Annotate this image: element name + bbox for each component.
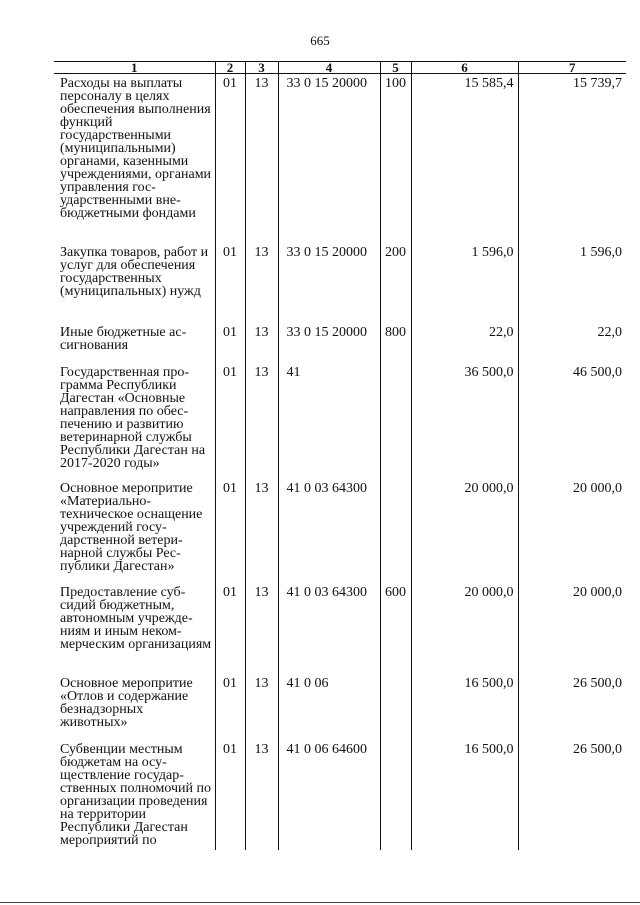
section-code: 01 [223, 741, 237, 757]
column-header: 4 [278, 62, 380, 74]
section-code: 01 [223, 76, 237, 91]
section-code: 01 [223, 675, 237, 691]
table-row [54, 74, 626, 243]
row-name: Основное меропритие «Материально-техническое оснащение учреждений государственной ветеринарной службы Республики Дагестан» [60, 480, 203, 574]
section-code: 01 [223, 584, 237, 600]
expense-type-code: 200 [385, 244, 406, 260]
header-row [54, 62, 626, 74]
subsection-code: 13 [254, 741, 269, 757]
amount-col7: 26 500,0 [573, 675, 622, 691]
section-code: 01 [223, 244, 237, 260]
column-header: 1 [54, 62, 215, 74]
amount-col7: 1 596,0 [580, 244, 622, 260]
row-name: Основное меропритие «Отлов и содержание безнадзорных животных» [60, 675, 193, 730]
target-article-code: 41 0 06 [286, 675, 329, 691]
row-name: Государственная программа Республики Дагестан «Основные направления по обеспечению и развитию ветеринарной службы Республики Дагестан на 2017-2020 годы» [60, 364, 206, 471]
row-name: Расходы на выплаты персоналу в целях обеспечения выполнения функций государственными (муниципальными) органами, казенными учреждениями, органами управления государственными внебюджетными фондами [60, 76, 212, 221]
subsection-code: 13 [254, 675, 269, 691]
budget-table [54, 61, 626, 850]
table-row [54, 674, 626, 740]
amount-col7: 22,0 [597, 324, 622, 340]
row-name: Закупка товаров, работ и услуг для обеспечения государственных (муниципальных) нужд [60, 244, 209, 299]
page-bottom-edge [0, 902, 640, 903]
column-header: 3 [245, 62, 278, 74]
subsection-code: 13 [254, 480, 269, 496]
expense-type-code [383, 363, 409, 366]
table-row [54, 740, 626, 850]
subsection-code: 13 [254, 76, 269, 91]
amount-col7: 15 739,7 [573, 76, 622, 91]
column-header: 2 [215, 62, 245, 74]
amount-col6: 16 500,0 [464, 675, 514, 691]
expense-type-code: 100 [385, 76, 406, 91]
expense-type-code: 800 [385, 324, 406, 340]
column-header: 7 [518, 62, 626, 74]
expense-type-code [383, 479, 409, 482]
section-code: 01 [223, 480, 237, 496]
amount-col6: 20 000,0 [464, 584, 514, 600]
target-article-code: 41 0 03 64300 [286, 480, 367, 496]
amount-col7: 20 000,0 [573, 584, 622, 600]
subsection-code: 13 [254, 584, 269, 600]
table-row [54, 479, 626, 583]
target-article-code: 41 0 03 64300 [286, 584, 367, 600]
amount-col7: 26 500,0 [573, 741, 622, 757]
row-name: Предоставление субсидий бюджетным, автономным учреждениям и иным некоммерческим организациям [60, 584, 212, 652]
expense-type-code [383, 740, 409, 743]
page-number: 665 [310, 33, 330, 48]
table-row [54, 243, 626, 323]
expense-type-code [383, 674, 409, 677]
section-code: 01 [223, 364, 237, 380]
row-name: Иные бюджетные ассигнования [60, 324, 187, 353]
table-row [54, 583, 626, 674]
amount-col6: 36 500,0 [464, 364, 514, 380]
amount-col6: 20 000,0 [464, 480, 514, 496]
subsection-code: 13 [254, 244, 269, 260]
target-article-code: 41 0 06 64600 [286, 741, 367, 757]
amount-col6: 16 500,0 [464, 741, 514, 757]
target-article-code: 33 0 15 20000 [286, 244, 367, 260]
amount-col7: 20 000,0 [573, 480, 622, 496]
amount-col6: 1 596,0 [471, 244, 514, 260]
table-row [54, 323, 626, 363]
row-name: Субвенции местным бюджетам на осуществление государственных полномочий по организации проведения на территории Республики Дагестан мероприятий по [60, 741, 211, 848]
target-article-code: 33 0 15 20000 [286, 76, 367, 91]
amount-col7: 46 500,0 [573, 364, 622, 380]
target-article-code: 41 [286, 364, 301, 380]
amount-col6: 15 585,4 [464, 76, 514, 91]
table-row [54, 363, 626, 479]
target-article-code: 33 0 15 20000 [286, 324, 367, 340]
subsection-code: 13 [254, 324, 269, 340]
column-header: 6 [411, 62, 518, 74]
amount-col6: 22,0 [489, 324, 514, 340]
section-code: 01 [223, 324, 237, 340]
expense-type-code: 600 [385, 584, 406, 600]
subsection-code: 13 [254, 364, 269, 380]
column-header: 5 [380, 62, 411, 74]
